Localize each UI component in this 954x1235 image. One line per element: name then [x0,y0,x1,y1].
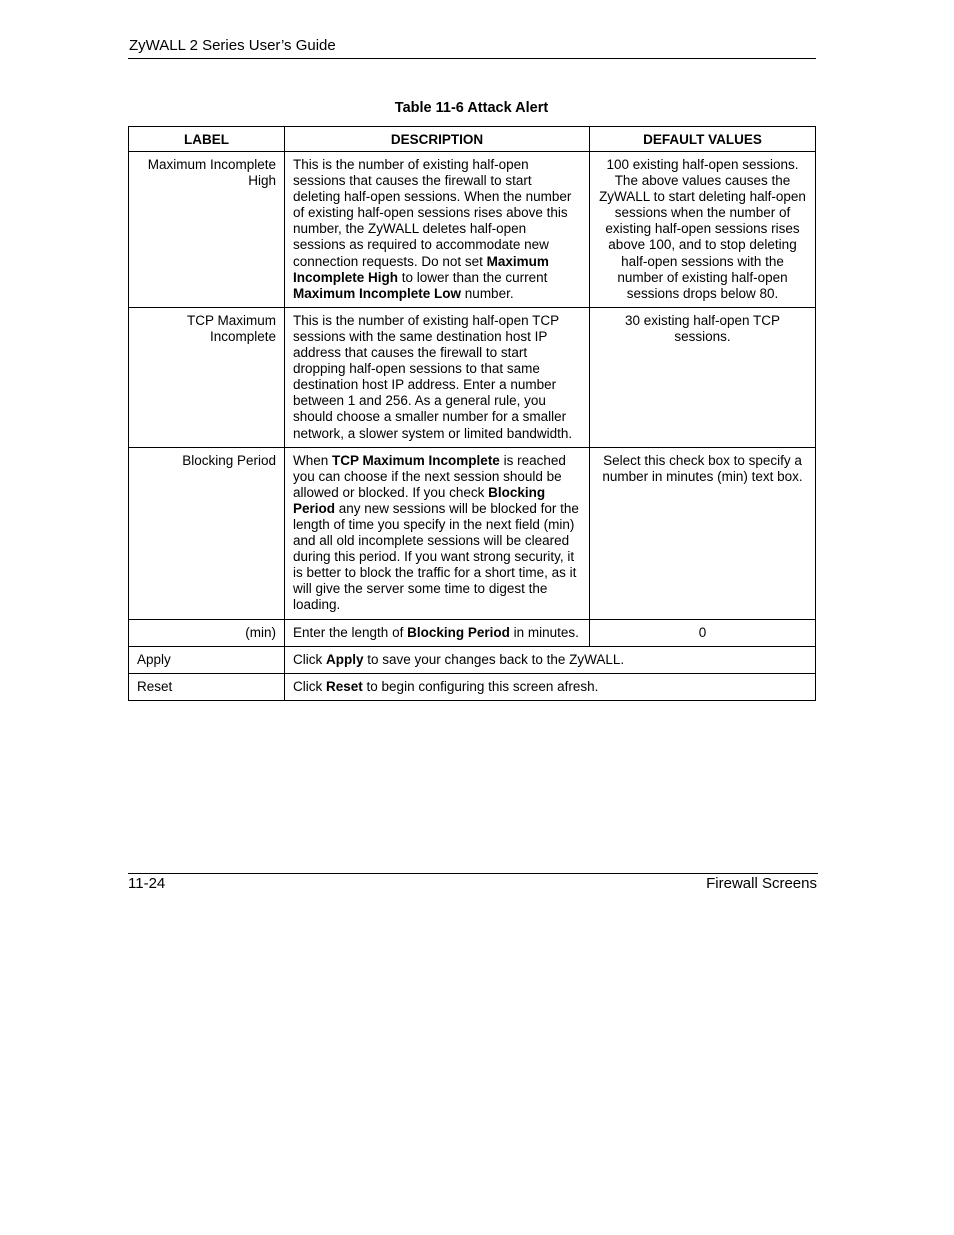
bold-term: Maximum I [293,285,363,301]
bold-term: Apply [326,651,364,667]
header-title: ZyWALL 2 Series User’s Guide [129,37,336,54]
bold-term: Maximum Incomplete High [293,253,549,285]
table-row [129,646,816,673]
table-row [129,152,816,308]
text-run: to begin configuring this screen afresh. [362,678,599,694]
table-body [129,152,816,701]
row-description [285,447,590,619]
text-run: Enter the length of [293,624,408,640]
table-caption: Table 11-6 Attack Alert [394,100,549,116]
column-header-default-values: DEFAULT VALUES [590,127,816,152]
row-description [285,619,590,646]
bold-term: Blocking Period [407,624,510,640]
column-header-label: LABEL [129,127,285,152]
text-run: When [293,452,333,468]
bold-term: TCP Maximum Incomplete [332,452,500,468]
table-row [129,307,816,447]
row-default-value: 100 existing half-open sessions. The above values causes the ZyWALL to start deleting half-open sessions when the number of existing half-open sessions rises above 100, and to stop deleting half-open sessions with the number of existing half-open sessions drops below 80. [590,152,816,308]
table-row [129,619,816,646]
bold-term: ncomplete Low [362,285,462,301]
row-description [285,646,816,673]
table-row [129,673,816,700]
footer-rule [128,873,818,874]
section-name: Firewall Screens [706,875,817,892]
text-run: in minutes. [509,624,579,640]
row-label: Reset [129,673,285,700]
text-run: to save your changes back to the ZyWALL. [363,651,625,667]
row-description [285,152,590,308]
table-row [129,447,816,619]
row-label: Apply [129,646,285,673]
text-run: This is the number of existing half-open sessions that causes the firewall to start deleting half-open sessions. When the number of existing half-open sessions rises above this number, the ZyWALL deletes half-open sessions as required to accommodate new connection requests. Do not set [293,157,572,269]
text-run: is reached you can choose if the next session should be allowed or blocked. If you check [293,452,566,500]
row-default-value: 30 existing half-open TCP sessions. [590,307,816,447]
text-run: number. [461,285,514,301]
text-run: This is the number of existing half-open TCP sessions with the same destination host IP address that causes the firewall to start dropping half-open sessions to that same destination host IP address. Enter a number between 1 and 256. As a general rule, you should choose a smaller number for a smaller network, a slower system or limited bandwidth. [293,312,573,441]
row-label: Blocking Period [129,447,285,619]
bold-term: Blocking Period [293,484,546,516]
row-description [285,673,816,700]
attack-alert-table [128,126,816,701]
page-number: 11-24 [128,875,166,892]
column-header-description: DESCRIPTION [285,127,590,152]
text-run: any new sessions will be blocked for the length of time you specify in the next field (min) and all old incomplete sessions will be cleared during this period. If you want strong security, it is better to block the traffic for a short time, as it will give the server some time to digest the loading. [293,500,579,613]
text-run: to lower than the current [398,269,548,285]
table-header-row [129,127,816,152]
row-default-value: 0 [590,619,816,646]
header-rule [128,58,816,59]
row-label: (min) [129,619,285,646]
bold-term: Reset [326,678,363,694]
row-label: TCP Maximum Incomplete [129,307,285,447]
row-description [285,307,590,447]
row-default-value: Select this check box to specify a number in minutes (min) text box. [590,447,816,619]
text-run: Click [293,678,326,694]
row-label: Maximum Incomplete High [129,152,285,308]
text-run: Click [293,651,326,667]
